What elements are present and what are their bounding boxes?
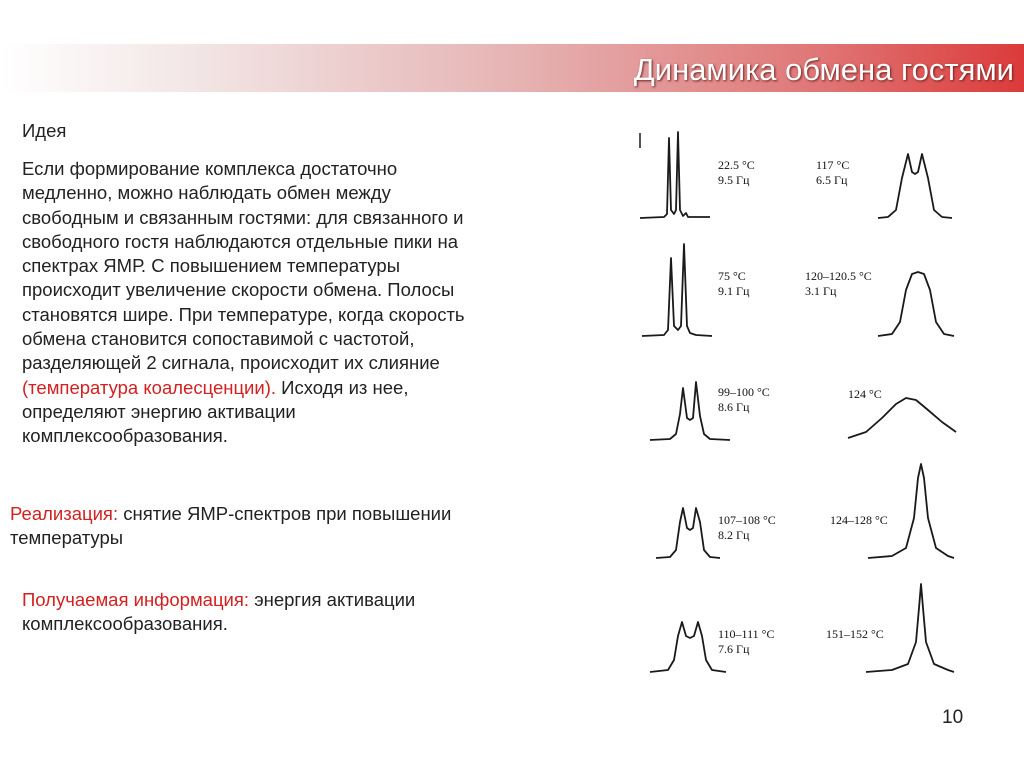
idea-line: определяют энергию активации: [22, 400, 296, 422]
spectrum-freq-label: 7.6 Гц: [718, 642, 750, 656]
spectrum-temp-label: 124–128 °C: [830, 513, 888, 527]
coalescence-highlight: (температура коалесценции).: [22, 376, 277, 398]
info-label: Получаемая информация:: [22, 589, 250, 610]
idea-paragraph: [22, 157, 582, 449]
info-line: комплексообразования.: [22, 613, 228, 635]
spectrum-curve: [640, 132, 710, 218]
spectrum-temp-label: 151–152 °C: [826, 627, 884, 641]
spectrum-temp-label: 110–111 °C: [718, 627, 775, 641]
spectrum-curve: [642, 244, 712, 336]
spectrum-temp-label: 107–108 °C: [718, 513, 776, 527]
spectrum-temp-label: 75 °C: [718, 269, 746, 283]
idea-line: комплексообразования.: [22, 425, 228, 447]
idea-line: обмена становится сопоставимой с частотой,: [22, 328, 415, 350]
spectrum-curve: [878, 272, 954, 336]
idea-line: становятся шире. При температуре, когда скорость: [22, 303, 465, 325]
impl-line: температуры: [10, 527, 124, 549]
spectrum-temp-label: 124 °C: [848, 387, 882, 401]
spectrum-freq-label: 9.5 Гц: [718, 173, 750, 187]
idea-line: свободного гостя наблюдаются отдельные пики на: [22, 230, 458, 252]
spectrum-temp-label: 99–100 °C: [718, 385, 770, 399]
spectrum-freq-label: 6.5 Гц: [816, 173, 848, 187]
spectrum-curve: [868, 464, 954, 558]
idea-line: свободным и связанным гостями: для связанного и: [22, 206, 464, 228]
idea-line: разделяющей 2 сигнала, происходит их слияние: [22, 352, 440, 374]
spectrum-freq-label: 8.2 Гц: [718, 528, 750, 542]
spectrum-temp-label: 117 °C: [816, 158, 850, 172]
idea-after: Исходя из нее,: [276, 376, 409, 398]
impl-label: Реализация:: [10, 503, 119, 524]
nmr-spectra-figure: [630, 118, 960, 688]
spectrum-curve: [848, 398, 956, 438]
idea-heading: Идея: [22, 120, 67, 141]
idea-line: происходит увеличение скорости обмена. Полосы: [22, 279, 455, 301]
impl-text: снятие ЯМР-спектров при повышении: [118, 503, 452, 524]
idea-line: Если формирование комплекса достаточно: [22, 158, 398, 179]
page-number: 10: [942, 707, 964, 728]
spectrum-curve: [650, 622, 726, 672]
spectrum-temp-label: 120–120.5 °C: [805, 269, 872, 283]
spectrum-freq-label: 3.1 Гц: [805, 284, 837, 298]
implementation-paragraph: [10, 502, 590, 551]
idea-line: [22, 376, 582, 400]
spectrum-freq-label: 9.1 Гц: [718, 284, 750, 298]
impl-line: [10, 502, 590, 526]
idea-line: медленно, можно наблюдать обмен между: [22, 182, 391, 204]
idea-line: спектрах ЯМР. С повышением температуры: [22, 255, 401, 277]
spectrum-temp-label: 22.5 °C: [718, 158, 755, 172]
spectrum-freq-label: 8.6 Гц: [718, 400, 750, 414]
spectrum-curve: [878, 154, 952, 218]
slide-title: Динамика обмена гостями: [633, 52, 1014, 87]
info-line: [22, 588, 582, 612]
spectrum-curve: [656, 508, 720, 558]
info-text: энергия активации: [249, 589, 416, 610]
information-paragraph: [22, 588, 582, 637]
